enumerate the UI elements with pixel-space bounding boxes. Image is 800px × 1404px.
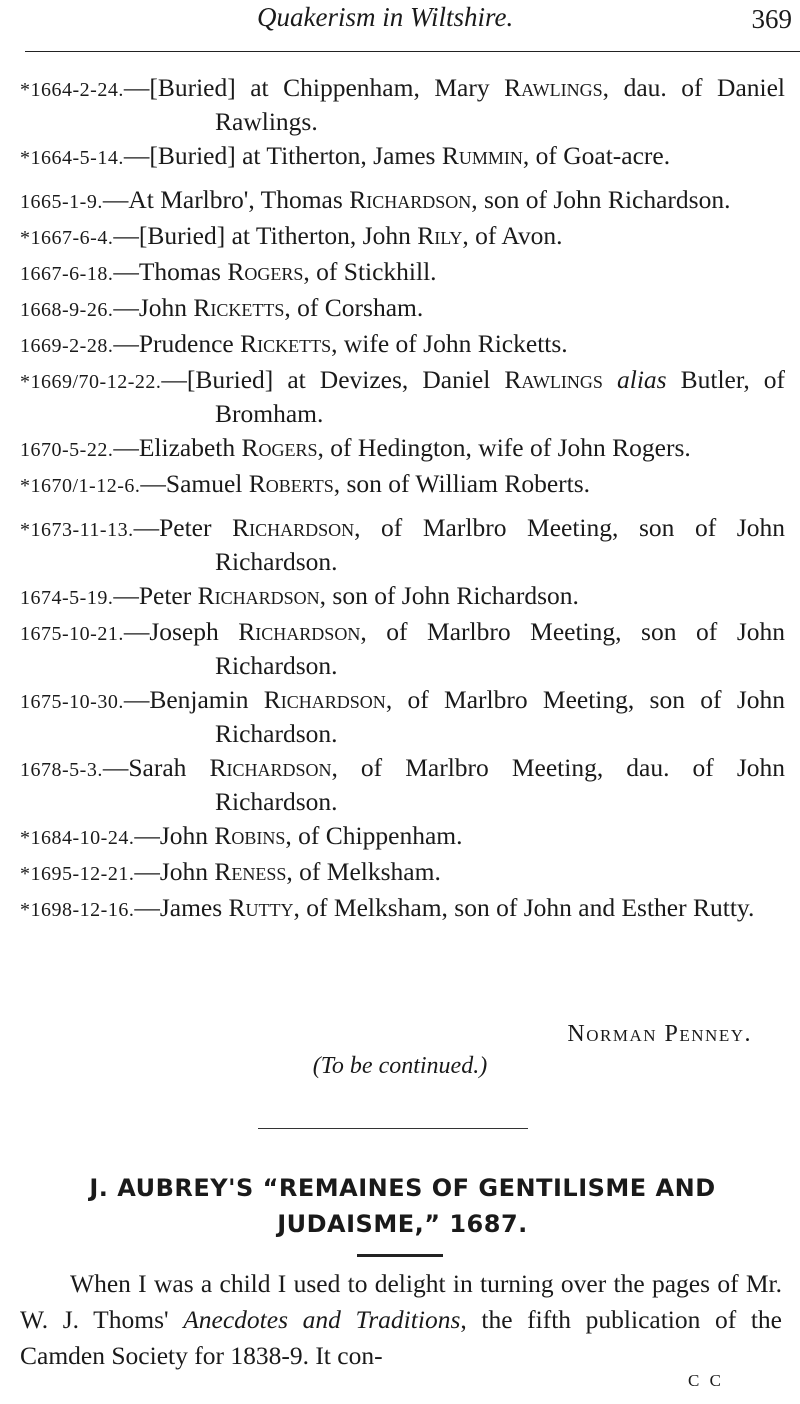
list-item: [20, 580, 785, 614]
list-item: [20, 512, 785, 578]
entry-text: —Benjamin: [123, 685, 264, 714]
printer-signature-mark: C C: [688, 1371, 724, 1390]
list-item: [20, 468, 785, 502]
entry-text: , of Goat-acre.: [522, 141, 671, 170]
entry-date: *1669/70-12-22.: [20, 371, 162, 393]
article-body-paragraph: [20, 1266, 782, 1374]
entry-surname: Richardson: [349, 185, 472, 214]
entry-text: —Samuel: [140, 469, 249, 498]
entry-text: —Thomas: [113, 257, 228, 286]
entry-date: *1684-10-24.: [20, 827, 135, 849]
entry-surname: Rogers: [227, 257, 304, 286]
entry-text: —At Marlbro', Thomas: [102, 185, 350, 214]
to-be-continued-note: (To be continued.): [312, 1053, 488, 1079]
entry-surname: Richardson: [209, 753, 332, 782]
list-item: [20, 752, 785, 818]
entry-surname: Richardson: [238, 617, 361, 646]
entry-date: *1664-5-14.: [20, 147, 124, 169]
entry-surname: Rummin: [441, 141, 523, 170]
entry-text: —Prudence: [113, 329, 241, 358]
entry-surname: Rily: [417, 221, 463, 250]
list-item: [20, 820, 785, 854]
running-title: Quakerism in Wiltshire.: [257, 2, 514, 32]
entry-date: *1667-6-4.: [20, 227, 114, 249]
entry-text: —[Buried] at Titherton, John: [113, 221, 418, 250]
list-item: [20, 856, 785, 890]
entry-date: 1678-5-3.: [20, 759, 103, 781]
list-item: [20, 140, 785, 174]
entry-surname: Robins: [214, 821, 286, 850]
entry-date: 1674-5-19.: [20, 587, 114, 609]
entry-text: , of Melksham.: [286, 857, 441, 886]
entry-text: Butler, of Bromham.: [215, 365, 786, 428]
entry-text: , son of John Richardson.: [471, 185, 731, 214]
entry-text: , son of William Roberts.: [333, 469, 591, 498]
entry-surname: Richardson: [263, 685, 386, 714]
list-item: [20, 328, 785, 362]
entry-text: , of Marlbro Meeting, dau. of John Richardson.: [215, 753, 785, 816]
list-item: [20, 72, 785, 138]
entry-date: *1698-12-16.: [20, 899, 135, 921]
entry-surname: Ricketts: [193, 293, 285, 322]
entry-text: , of Corsham.: [284, 293, 424, 322]
entry-text: —John: [134, 857, 215, 886]
body-text-start: When I was a child I used to delight in turning over the pages of Mr. W. J. Thoms': [20, 1269, 782, 1334]
running-header: [25, 0, 800, 54]
entry-date: 1669-2-28.: [20, 335, 114, 357]
entry-text: —[Buried] at Chippenham, Mary: [123, 73, 505, 102]
entry-surname: Rutty: [228, 893, 294, 922]
entry-date: 1665-1-9.: [20, 191, 103, 213]
entry-text: —Elizabeth: [113, 433, 242, 462]
title-underline: [357, 1254, 443, 1257]
entry-date: 1675-10-21.: [20, 623, 124, 645]
list-item: [20, 292, 785, 326]
burial-entries-list: [20, 72, 785, 928]
entry-text: [603, 365, 617, 394]
list-item: [20, 184, 785, 218]
list-item: [20, 364, 785, 430]
entry-text: , of Avon.: [462, 221, 563, 250]
entry-date: *1670/1-12-6.: [20, 475, 141, 497]
entry-surname: Rawlings: [504, 365, 603, 394]
entry-date: 1668-9-26.: [20, 299, 114, 321]
book-title: Anecdotes and Traditions: [183, 1305, 461, 1334]
entry-surname: Rawlings: [504, 73, 603, 102]
entry-surname: Roberts: [248, 469, 334, 498]
entry-text: , wife of John Ricketts.: [331, 329, 568, 358]
entry-date: *1664-2-24.: [20, 79, 124, 101]
entry-text: , of Marlbro Meeting, son of John Richardson.: [215, 685, 785, 748]
list-item: [20, 432, 785, 466]
entry-date: 1675-10-30.: [20, 691, 124, 713]
entry-date: *1673-11-13.: [20, 519, 134, 541]
entry-text: —Peter: [113, 581, 198, 610]
entry-text: , of Hedington, wife of John Rogers.: [317, 433, 691, 462]
entry-text: —Joseph: [123, 617, 239, 646]
entry-surname: Ricketts: [240, 329, 332, 358]
entry-surname: Reness: [214, 857, 287, 886]
list-item: [20, 256, 785, 290]
entry-text: —James: [134, 893, 229, 922]
body-text-end: , the fifth publication of the Camden Society for 1838-9. It con-: [20, 1305, 782, 1370]
page-number: 369: [751, 4, 792, 34]
section-divider: [258, 1128, 528, 1129]
entry-text: , of Stickhill.: [303, 257, 437, 286]
entry-date: *1695-12-21.: [20, 863, 135, 885]
entry-text: —[Buried] at Devizes, Daniel: [161, 365, 505, 394]
list-item: [20, 220, 785, 254]
entry-text: , son of John Richardson.: [319, 581, 579, 610]
entry-text: , of Marlbro Meeting, son of John Richardson.: [215, 617, 785, 680]
entry-text: —John: [134, 821, 215, 850]
entry-text: , of Melksham, son of John and Esther Rutty.: [293, 893, 755, 922]
entry-text: , of Chippenham.: [285, 821, 463, 850]
entry-text: , dau. of Daniel Rawlings.: [215, 73, 785, 136]
entry-text: —Sarah: [102, 753, 210, 782]
article-title: J. AUBREY'S “REMAINES OF GENTILISME AND JUDAISME,” 1687.: [89, 1174, 716, 1238]
list-item: [20, 684, 785, 750]
list-item: [20, 616, 785, 682]
entry-surname: Richardson: [197, 581, 320, 610]
entry-surname: Rogers: [241, 433, 318, 462]
entry-text: —John: [113, 293, 194, 322]
author-signature: Norman Penney.: [567, 1021, 752, 1047]
header-rule: [25, 51, 800, 52]
entry-date: 1670-5-22.: [20, 439, 114, 461]
entry-text: —[Buried] at Titherton, James: [123, 141, 442, 170]
entry-date: 1667-6-18.: [20, 263, 114, 285]
entry-surname: Richardson: [232, 513, 355, 542]
entry-italic: alias: [616, 365, 667, 394]
entry-text: , of Marlbro Meeting, son of John Richardson.: [215, 513, 785, 576]
list-item: [20, 892, 785, 926]
entry-text: —Peter: [133, 513, 233, 542]
